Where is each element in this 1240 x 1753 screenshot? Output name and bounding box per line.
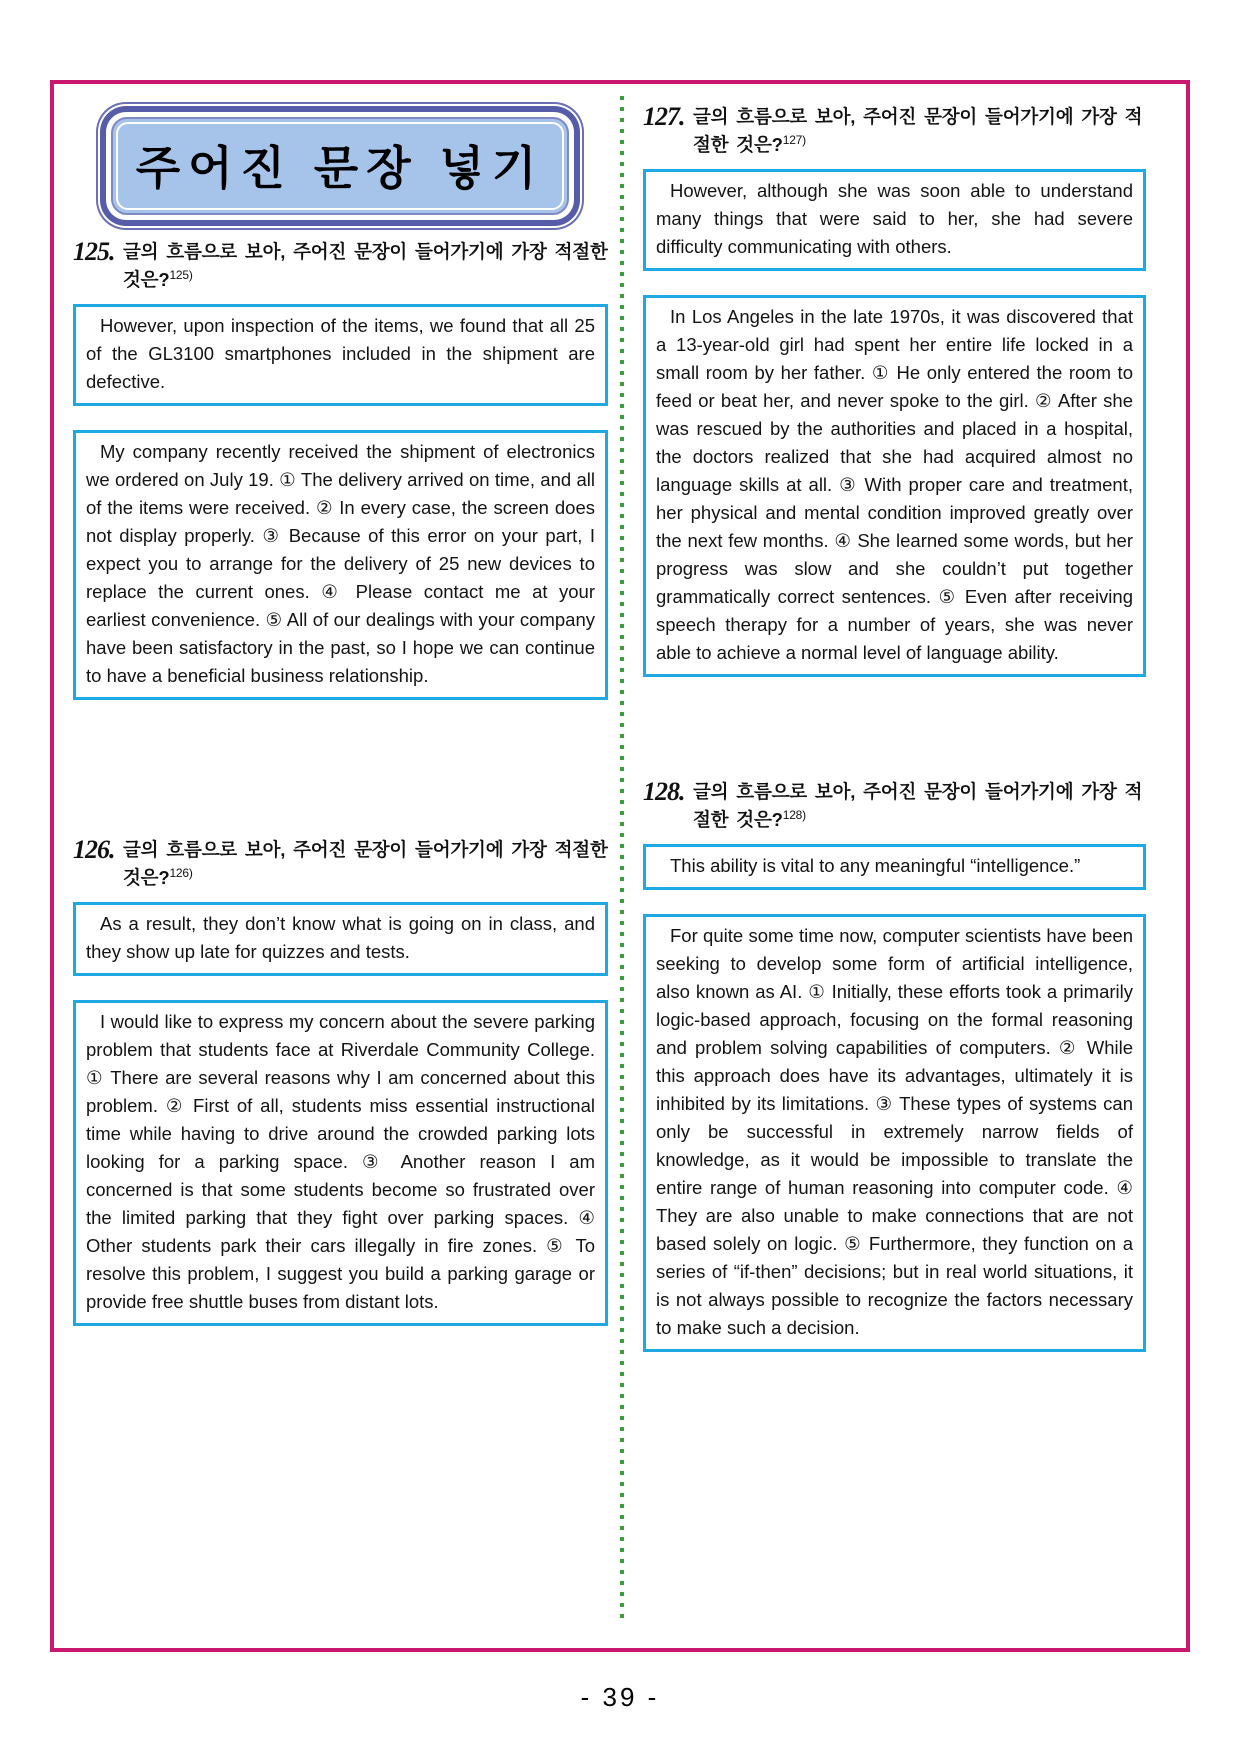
question-header [73,836,608,892]
passage-box: In Los Angeles in the late 1970s, it was discovered that a 13-year-old girl had spent her entire life locked in a small room by her father. ① He only entered the room to feed or beat her, and never spoke to the girl. ② After she was rescued by the authorities and placed in a hospital, the doctors realized that she had acquired almost no language skills at all. ③ With proper care and treatment, her physical and mental condition improved greatly over the next few months. ④ She learned some words, but her progress was slow and she couldn’t put together grammatically correct sentences. ⑤ Even after receiving speech therapy for a number of years, she was never able to achieve a normal level of language ability. [643,295,1146,677]
question-prompt [123,836,608,892]
question-header [643,778,1146,834]
given-sentence-box: However, although she was soon able to understand many things that were said to her, she had severe difficulty communicating with others. [643,169,1146,271]
passage-box: For quite some time now, computer scientists have been seeking to develop some form of artificial intelligence, also known as AI. ① Initially, these efforts took a primarily logic-based approach, focusing on the formal reasoning and problem solving capabilities of computers. ② While this approach does have its advantages, ultimately it is inhibited by its limitations. ③ These types of systems can only be successful in extremely narrow fields of knowledge, as it would be impossible to translate the entire range of human reasoning into computer code. ④ They are also unable to make connections that are not based solely on logic. ⑤ Furthermore, they function on a series of “if-then” decisions; but in real world situations, it is not always possible to recognize the factors necessary to make such a decision. [643,914,1146,1352]
question-prompt [693,103,1146,159]
question-126 [73,836,608,1326]
question-prompt [123,238,608,294]
question-number: 127. [643,102,685,131]
question-prompt-text: 글의 흐름으로 보아, 주어진 문장이 들어가기에 가장 적절한 것은? [123,839,608,888]
question-prompt [693,778,1146,834]
banner-title: 주어진 문장 넣기 [116,122,564,210]
question-number: 126. [73,835,115,864]
given-sentence-box: However, upon inspection of the items, we found that all 25 of the GL3100 smartphones included in the shipment are defective. [73,304,608,406]
question-prompt-text: 글의 흐름으로 보아, 주어진 문장이 들어가기에 가장 적절한 것은? [693,781,1143,830]
question-prompt-text: 글의 흐름으로 보아, 주어진 문장이 들어가기에 가장 적절한 것은? [693,106,1143,155]
banner-ring-gap [106,112,574,220]
question-125 [73,238,608,700]
footnote-ref: 125) [169,267,193,282]
page-number: - 39 - [580,1682,660,1712]
title-banner [96,102,584,230]
given-sentence-box: This ability is vital to any meaningful “intelligence.” [643,844,1146,890]
column-divider [620,96,624,1622]
footnote-ref: 127) [782,132,806,147]
passage-box: My company recently received the shipment of electronics we ordered on July 19. ① The delivery arrived on time, and all of the items were received. ② In every case, the screen does not display properly. ③ Because of this error on your part, I expect you to arrange for the delivery of 25 new devices to replace the current ones. ④ Please contact me at your earliest convenience. ⑤ All of our dealings with your company have been satisfactory in the past, so I hope we can continue to have a beneficial business relationship. [73,430,608,700]
question-header [73,238,608,294]
question-prompt-text: 글의 흐름으로 보아, 주어진 문장이 들어가기에 가장 적절한 것은? [123,241,608,290]
given-sentence-box: As a result, they don’t know what is going on in class, and they show up late for quizzes and tests. [73,902,608,976]
question-number: 125. [73,237,115,266]
passage-box: I would like to express my concern about the severe parking problem that students face at Riverdale Community College. ① There are several reasons why I am concerned about this problem. ② First of all, students miss essential instructional time while having to drive around the crowded parking lots looking for a parking space. ③ Another reason I am concerned is that some students become so frustrated over the limited parking that they fight over parking spaces. ④ Other students park their cars illegally in fire zones. ⑤ To resolve this problem, I suggest you build a parking garage or provide free shuttle buses from distant lots. [73,1000,608,1326]
banner-ring-white [98,104,582,228]
banner-ring-inner [111,117,569,215]
banner-ring-outer [96,102,584,230]
question-header [643,103,1146,159]
banner-ring-dark [100,106,580,226]
question-number: 128. [643,777,685,806]
footnote-ref: 128) [782,807,806,822]
question-128 [643,778,1146,1352]
question-127 [643,103,1146,677]
footnote-ref: 126) [169,865,193,880]
